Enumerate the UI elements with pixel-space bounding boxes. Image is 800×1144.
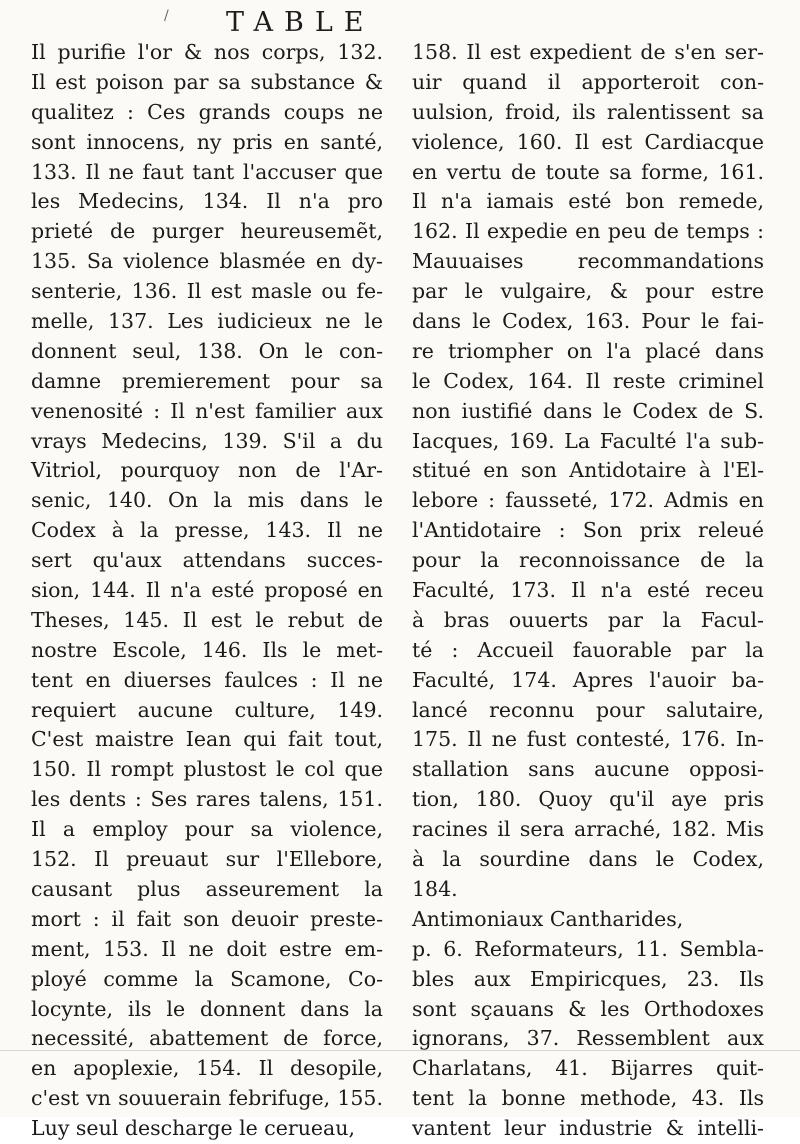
index-line: senic, 140. On la mis dans le — [31, 488, 383, 513]
index-line: 175. Il ne fust contesté, 176. In- — [412, 727, 764, 752]
index-line: tion, 180. Quoy qu'il aye pris — [412, 787, 764, 812]
index-line: Luy seul descharge le cerueau, — [31, 1116, 355, 1141]
index-line: 158. Il est expedient de s'en ser- — [412, 40, 764, 64]
index-line: bles aux Empiricques, 23. Ils — [412, 966, 764, 991]
index-line: nostre Escole, 146. Ils le met- — [31, 637, 383, 662]
index-line: 150. Il rompt plustost le col que — [31, 757, 383, 782]
index-line: Il purifie l'or & nos corps, 132. — [31, 40, 383, 64]
index-line: non iustifié dans le Codex de S. — [412, 398, 764, 423]
index-line: sert qu'aux attendans succes- — [31, 548, 383, 573]
index-line: uulsion, froid, ils ralentissent sa — [412, 99, 764, 124]
index-line: requiert aucune culture, 149. — [31, 697, 383, 722]
index-line: le Codex, 164. Il reste criminel — [412, 368, 764, 393]
index-line: damne premierement pour sa — [31, 368, 383, 393]
index-line: senterie, 136. Il est masle ou fe- — [31, 279, 383, 304]
index-line: Iacques, 169. La Faculté l'a sub- — [412, 428, 764, 453]
index-line: Faculté, 173. Il n'a esté receu — [412, 578, 764, 603]
index-line: uir quand il apporteroit con- — [412, 69, 764, 94]
index-line: re triompher on l'a placé dans — [412, 338, 764, 363]
index-line: en apoplexie, 154. Il desopile, — [31, 1056, 383, 1081]
index-line: tent en diuerses faulces : Il ne — [31, 667, 383, 692]
index-line: les Medecins, 134. Il n'a pro — [31, 189, 383, 214]
index-line: sion, 144. Il n'a esté proposé en — [31, 578, 383, 603]
index-line: prieté de purger heureusemẽt, — [31, 219, 383, 244]
index-line: causant plus asseurement la — [31, 876, 383, 901]
index-line: tent la bonne methode, 43. Ils — [412, 1086, 764, 1111]
page-edge-divider — [0, 1050, 800, 1051]
index-line: violence, 160. Il est Cardiacque — [412, 129, 764, 154]
index-column-left — [31, 38, 383, 1144]
index-line: pour la reconnoissance de la — [412, 548, 764, 573]
index-line: locynte, ils le donnent dans la — [31, 996, 383, 1021]
index-line: Il a employ pour sa violence, — [31, 817, 383, 842]
index-line: lancé reconnu pour salutaire, — [412, 697, 764, 722]
index-line: 162. Il expedie en peu de temps : — [412, 219, 764, 244]
index-line: Charlatans, 41. Bijarres quit- — [412, 1056, 764, 1081]
index-line: par le vulgaire, & pour estre — [412, 279, 764, 304]
index-line: qualitez : Ces grands coups ne — [31, 99, 383, 124]
index-line: Il n'a iamais esté bon remede, — [412, 189, 764, 214]
index-column-right — [412, 38, 764, 1144]
index-line: c'est vn souuerain febrifuge, 155. — [31, 1086, 383, 1111]
running-head: TABLE — [226, 7, 375, 38]
index-line: Theses, 145. Il est le rebut de — [31, 607, 383, 632]
corner-mark: / — [164, 8, 169, 24]
index-line: melle, 137. Les iudicieux ne le — [31, 309, 383, 334]
index-line: ignorans, 37. Ressemblent aux — [412, 1026, 764, 1051]
index-line: Codex à la presse, 143. Il ne — [31, 518, 383, 543]
index-line: ployé comme la Scamone, Co- — [31, 966, 383, 991]
index-line: en vertu de toute sa forme, 161. — [412, 159, 764, 184]
index-line: stitué en son Antidotaire à l'El- — [412, 458, 764, 483]
index-line: à bras ouuerts par la Facul- — [412, 607, 764, 632]
index-line: C'est maistre Iean qui fait tout, — [31, 727, 383, 752]
index-line: té : Accueil fauorable par la — [412, 637, 764, 662]
index-line: 152. Il preuaut sur l'Ellebore, — [31, 847, 383, 872]
index-line: necessité, abattement de force, — [31, 1026, 383, 1051]
index-line: donnent seul, 138. On le con- — [31, 338, 383, 363]
index-line: 184. — [412, 876, 458, 901]
index-line: p. 6. Reformateurs, 11. Sembla- — [412, 936, 764, 961]
index-line: Faculté, 174. Apres l'auoir ba- — [412, 667, 764, 692]
index-line: dans le Codex, 163. Pour le fai- — [412, 309, 764, 334]
index-line: stallation sans aucune opposi- — [412, 757, 764, 782]
index-line: 135. Sa violence blasmée en dy- — [31, 249, 383, 274]
index-line: vrays Medecins, 139. S'il a du — [31, 428, 383, 453]
index-line: les dents : Ses rares talens, 151. — [31, 787, 383, 812]
index-line: sont sçauans & les Orthodoxes — [412, 996, 764, 1021]
index-line: racines il sera arraché, 182. Mis — [412, 817, 764, 842]
index-line: Mauuaises recommandations — [412, 249, 764, 274]
index-line: Vitriol, pourquoy non de l'Ar- — [31, 458, 383, 483]
index-line: Il est poison par sa substance & — [31, 69, 383, 94]
index-line: mort : il fait son deuoir preste- — [31, 906, 383, 931]
index-line: venenosité : Il n'est familier aux — [31, 398, 383, 423]
index-line: l'Antidotaire : Son prix releué — [412, 518, 764, 543]
index-line: Antimoniaux Cantharides, — [412, 906, 684, 931]
index-line: ment, 153. Il ne doit estre em- — [31, 936, 383, 961]
index-line: lebore : fausseté, 172. Admis en — [412, 488, 764, 513]
index-line: vantent leur industrie & intelli- — [412, 1116, 764, 1141]
index-line: à la sourdine dans le Codex, — [412, 847, 764, 872]
index-line: 133. Il ne faut tant l'accuser que — [31, 159, 383, 184]
index-line: sont innocens, ny pris en santé, — [31, 129, 383, 154]
